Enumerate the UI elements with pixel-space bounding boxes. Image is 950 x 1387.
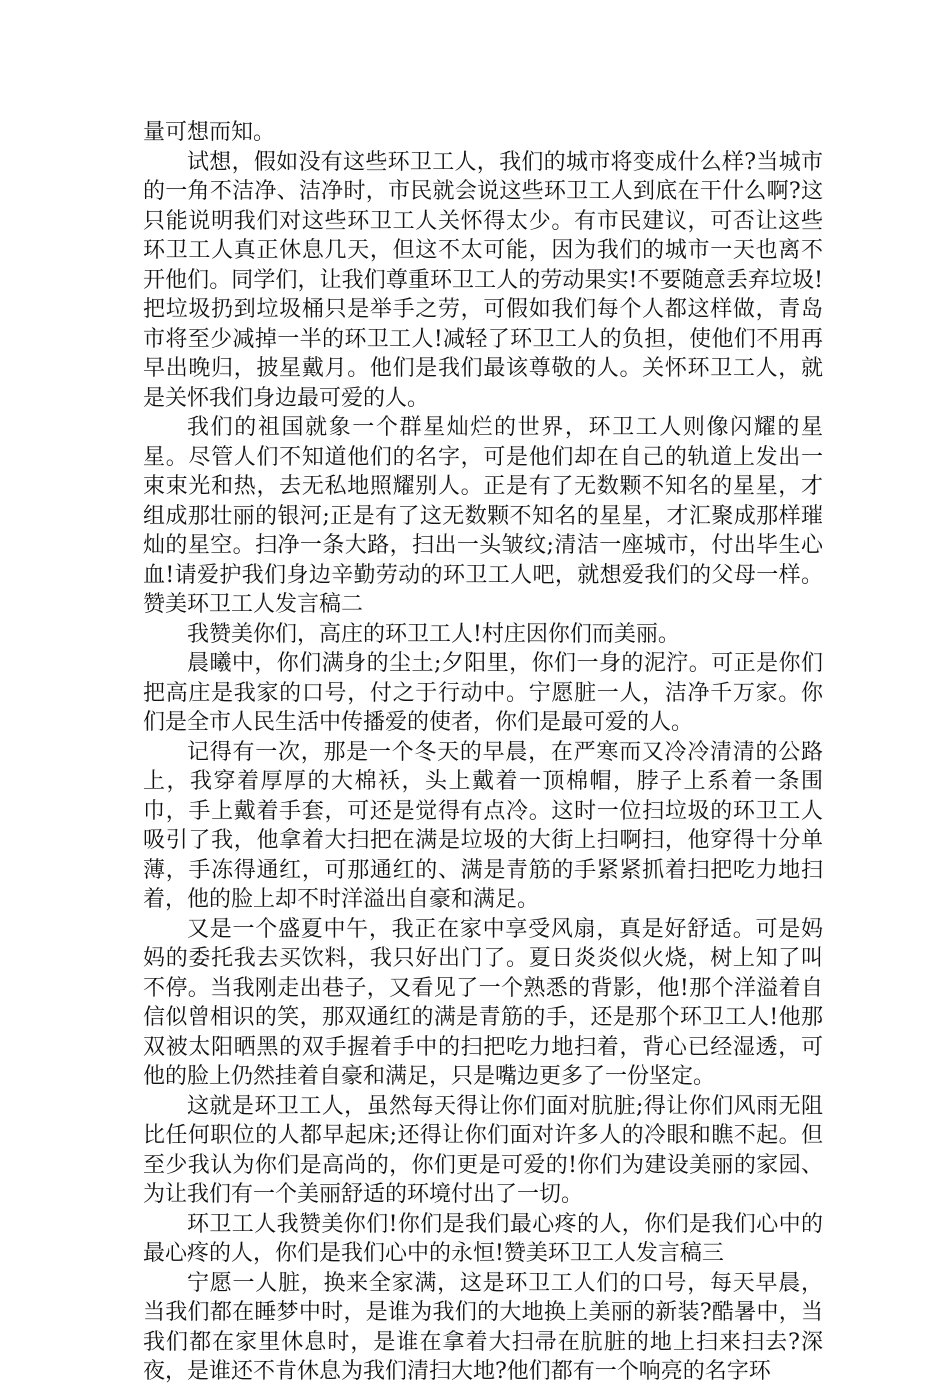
paragraph-2: 试想，假如没有这些环卫工人，我们的城市将变成什么样?当城市的一角不洁净、洁净时，市民就会说这些环卫工人到底在干什么啊?这只能说明我们对这些环卫工人关怀得太少。有市民建议，可否让这些环卫工人真正休息几天，但这不太可能，因为我们的城市一天也离不开他们。同学们，让我们尊重环卫工人的劳动果实!不要随意丢弃垃圾!把垃圾扔到垃圾桶只是举手之劳，可假如我们每个人都这样做，青岛市将至少减掉一半的环卫工人!减轻了环卫工人的负担，使他们不用再早出晚归，披星戴月。他们是我们最该尊敬的人。关怀环卫工人，就是关怀我们身边最可爱的人。	[143, 149, 823, 411]
paragraph-7: 又是一个盛夏中午，我正在家中享受风扇，真是好舒适。可是妈妈的委托我去买饮料，我只好出门了。夏日炎炎似火烧，树上知了叫不停。当我刚走出巷子，又看见了一个熟悉的背影，他!那个洋溢着自信似曾相识的笑，那双通红的满是青筋的手，还是那个环卫工人!他那双被太阳晒黑的双手握着手中的扫把吃力地扫着，背心已经湿透，可他的脸上仍然挂着自豪和满足，只是嘴边更多了一份坚定。	[143, 916, 823, 1089]
paragraph-10: 宁愿一人脏，换来全家满，这是环卫工人们的口号，每天早晨，当我们都在睡梦中时，是谁为我们的大地换上美丽的新装?酷暑中，当我们都在家里休息时，是谁在拿着大扫帚在肮脏的地上扫来扫去?深夜，是谁还不肯休息为我们清扫大地?他们都有一个响亮的名字环	[143, 1270, 823, 1384]
paragraph-9: 环卫工人我赞美你们!你们是我们最心疼的人，你们是我们心中的最心疼的人，你们是我们心中的永恒!赞美环卫工人发言稿三	[143, 1211, 823, 1266]
paragraph-5: 晨曦中，你们满身的尘土;夕阳里，你们一身的泥泞。可正是你们把高庄是我家的口号，付之于行动中。宁愿脏一人，洁净千万家。你们是全市人民生活中传播爱的使者，你们是最可爱的人。	[143, 651, 823, 735]
document-body	[143, 118, 823, 1387]
paragraph-1: 量可想而知。	[143, 120, 276, 145]
paragraph-6: 记得有一次，那是一个冬天的早晨，在严寒而又冷冷清清的公路上，我穿着厚厚的大棉袄，头上戴着一顶棉帽，脖子上系着一条围巾，手上戴着手套，可还是觉得有点冷。这时一位扫垃圾的环卫工人吸引了我，他拿着大扫把在满是垃圾的大街上扫啊扫，他穿得十分单薄，手冻得通红，可那通红的、满是青筋的手紧紧抓着扫把吃力地扫着，他的脸上却不时洋溢出自豪和满足。	[143, 739, 823, 912]
paragraph-3: 我们的祖国就象一个群星灿烂的世界，环卫工人则像闪耀的星星。尽管人们不知道他们的名字，可是他们却在自己的轨道上发出一束束光和热，去无私地照耀别人。正是有了无数颗不知名的星星，才组成那壮丽的银河;正是有了这无数颗不知名的星星，才汇聚成那样璀灿的星空。扫净一条大路，扫出一头皱纹;清洁一座城市，付出毕生心血!请爱护我们身边辛勤劳动的环卫工人吧，就想爱我们的父母一样。赞美环卫工人发言稿二	[143, 415, 823, 617]
paragraph-8: 这就是环卫工人，虽然每天得让你们面对肮脏;得让你们风雨无阻比任何职位的人都早起床;还得让你们面对许多人的冷眼和瞧不起。但至少我认为你们是高尚的，你们更是可爱的!你们为建设美丽的家园、为让我们有一个美丽舒适的环境付出了一切。	[143, 1093, 823, 1207]
paragraph-4: 我赞美你们，高庄的环卫工人!村庄因你们而美丽。	[187, 621, 680, 647]
